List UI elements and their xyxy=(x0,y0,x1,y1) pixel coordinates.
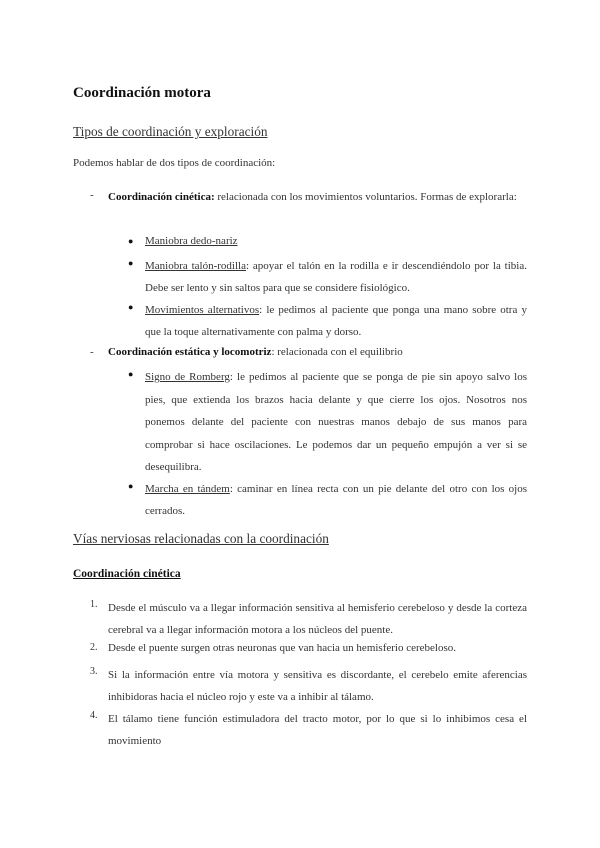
list-item-romberg xyxy=(145,366,527,479)
static-label: Coordinación estática y locomotriz xyxy=(108,346,272,358)
item-text: : le pedimos al paciente que se ponga de pie sin apoyo salvo los pies, que extienda los brazos hacia delante y que cierre los ojos. Nosotros nos ponemos delante del paciente con nuestras manos debajo de sus manos para comprobar si hace oscilaciones. Le podemos dar un pequeño empujón a ver si se desequilibra. xyxy=(145,371,528,474)
step-item: El tálamo tiene función estimuladora del tracto motor, por lo que si lo inhibimos cesa el movimiento xyxy=(108,713,527,747)
item-link: Marcha en tándem xyxy=(145,483,230,495)
item-link: Maniobra dedo-nariz xyxy=(145,235,238,247)
section-heading-pathways: Vías nerviosas relacionadas con la coordinación xyxy=(73,531,329,546)
item-text: : apoyar el talón en la rodilla e ir descendiéndolo por la tibia. Debe ser lento y sin saltos para que se considere fisiológico. xyxy=(145,260,527,294)
item-link: Signo de Romberg xyxy=(145,371,230,383)
list-item-dedo-nariz xyxy=(145,233,527,249)
step-item: Desde el puente surgen otras neuronas que van hacia un hemisferio cerebeloso. xyxy=(108,642,457,654)
bullet-marker: ● xyxy=(128,369,134,379)
list-item-movimientos-alternativos xyxy=(145,299,527,343)
section-heading-types: Tipos de coordinación y exploración xyxy=(73,124,268,139)
kinetic-label: Coordinación cinética: xyxy=(108,191,215,203)
dash-marker: - xyxy=(90,346,94,358)
item-link: Maniobra talón-rodilla xyxy=(145,260,246,272)
bullet-marker: ● xyxy=(128,236,134,246)
item-text: : le pedimos al paciente que ponga una mano sobre otra y que la toque alternativamente con palma y dorso. xyxy=(145,304,527,338)
static-text: : relacionada con el equilibrio xyxy=(271,346,403,358)
item-text: : caminar en línea recta con un pie delante del otro con los ojos cerrados. xyxy=(145,483,527,517)
intro-paragraph: Podemos hablar de dos tipos de coordinación: xyxy=(73,157,276,169)
step-number: 4. xyxy=(90,710,98,721)
step-item: Desde el músculo va a llegar información sensitiva al hemisferio cerebeloso y desde la corteza cerebral va a llegar información motora a los núcleos del puente. xyxy=(108,602,527,636)
step-number: 3. xyxy=(90,666,98,677)
list-item-marcha-tandem xyxy=(145,478,527,522)
static-coordination-item xyxy=(108,344,527,360)
item-link: Movimientos alternativos xyxy=(145,304,260,316)
step-number: 1. xyxy=(90,599,98,610)
step-number: 2. xyxy=(90,642,98,653)
page-title: Coordinación motora xyxy=(73,85,211,101)
subheading-kinetic: Coordinación cinética xyxy=(73,568,181,580)
kinetic-coordination-item xyxy=(108,187,527,207)
kinetic-text: relacionada con los movimientos voluntarios. Formas de explorarla: xyxy=(214,191,517,203)
dash-marker: - xyxy=(90,189,94,201)
bullet-marker: ● xyxy=(128,302,134,312)
bullet-marker: ● xyxy=(128,258,134,268)
bullet-marker: ● xyxy=(128,481,134,491)
list-item-talon-rodilla xyxy=(145,255,527,299)
step-item: Si la información entre vía motora y sensitiva es discordante, el cerebelo emite aferencias inhibidoras hacia el núcleo rojo y este va a inhibir al tálamo. xyxy=(108,669,527,703)
